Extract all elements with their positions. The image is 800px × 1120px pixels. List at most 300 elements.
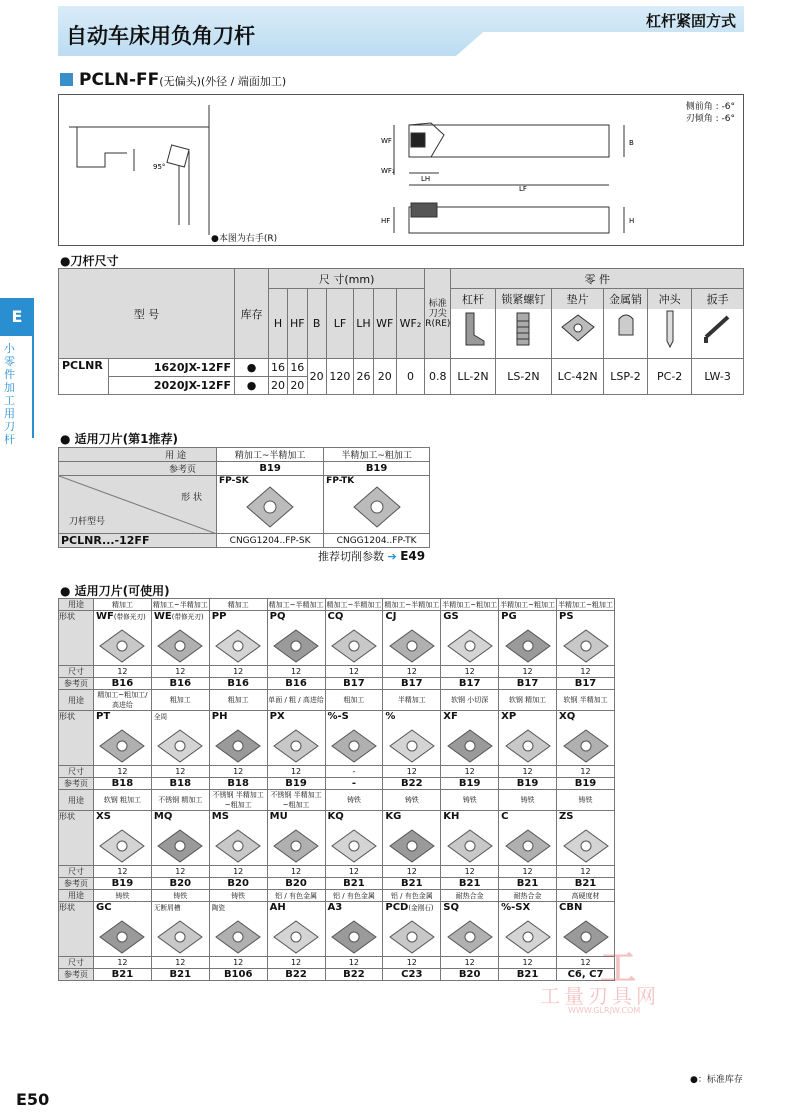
insert-cell	[267, 711, 325, 766]
insert-ref: B22	[325, 969, 383, 981]
insert-use: 精加工~半精加工	[384, 600, 440, 609]
product-code: PCLN-FF	[79, 70, 160, 90]
cutting-params-link[interactable]	[318, 548, 425, 564]
insert-use: 铸铁	[151, 890, 209, 902]
shim-code: LC-42N	[552, 359, 604, 395]
insert-size: 12	[151, 766, 209, 778]
rec-use-2: 半精加工~粗加工	[324, 448, 430, 462]
insert-cell	[325, 611, 383, 666]
rec-insert-2	[324, 476, 430, 534]
insert-cell	[383, 902, 441, 957]
avail-shape-label: 形状	[59, 711, 94, 766]
avail-ref-label: 参考页	[59, 969, 94, 981]
sidebar-line	[32, 298, 34, 438]
insert-code: CJ	[385, 611, 397, 622]
rec-code-2: FP-TK	[326, 476, 355, 486]
insert-code: KQ	[327, 811, 344, 822]
wrench-code: LW-3	[692, 359, 744, 395]
insert-shape-icon	[504, 828, 552, 864]
angle-specs	[686, 101, 735, 125]
insert-rhombus-icon	[352, 484, 402, 530]
avail-ref-label: 参考页	[59, 778, 94, 790]
punch-code: PC-2	[648, 359, 692, 395]
insert-cell	[209, 902, 267, 957]
rec-ref-label: 参考页	[59, 462, 217, 476]
insert-cell	[209, 611, 267, 666]
insert-size: 12	[557, 766, 615, 778]
insert-cell	[94, 902, 152, 957]
insert-size: 12	[267, 766, 325, 778]
avail-shape-label: 形状	[59, 811, 94, 866]
insert-code: ZS	[559, 811, 574, 822]
insert-use: 铸铁	[441, 790, 499, 811]
insert-code: XP	[501, 711, 517, 722]
recommended-inserts-table	[58, 447, 430, 548]
insert-use: 精加工~粗加工/高进给	[94, 690, 152, 711]
insert-code: XQ	[559, 711, 576, 722]
b-value: 20	[307, 359, 326, 395]
section-letter: E	[0, 298, 34, 336]
insert-shape-icon	[98, 728, 146, 764]
insert-size: 12	[441, 957, 499, 969]
insert-cell	[499, 811, 557, 866]
insert-size: 12	[94, 957, 152, 969]
insert-shape-icon	[272, 919, 320, 955]
insert-ref: B22	[383, 778, 441, 790]
insert-code: PS	[559, 611, 574, 622]
insert-size: 12	[499, 866, 557, 878]
watermark-url: WWW.GLRJW.COM	[568, 1006, 641, 1015]
insert-shape-icon	[98, 628, 146, 664]
col-dims: 尺 寸(mm)	[269, 269, 425, 289]
insert-size: 12	[383, 766, 441, 778]
insert-shape-icon	[272, 628, 320, 664]
insert-ref: B21	[383, 878, 441, 890]
insert-code: XF	[443, 711, 458, 722]
punch-icon	[653, 309, 687, 349]
part-lever: 杠杆	[451, 289, 495, 359]
insert-shape-icon	[446, 728, 494, 764]
rec-use-1: 精加工~半精加工	[217, 448, 324, 462]
insert-code: MQ	[153, 811, 173, 822]
insert-code: MS	[211, 811, 229, 822]
re-value: 0.8	[425, 359, 451, 395]
insert-code: CBN	[559, 902, 583, 913]
insert-size: 12	[557, 866, 615, 878]
holder-diagram	[58, 94, 744, 246]
insert-size: 12	[325, 666, 383, 678]
insert-use: 铸铁	[209, 890, 267, 902]
insert-shape-icon	[504, 628, 552, 664]
insert-cell	[209, 811, 267, 866]
wf2-label: WF₂	[381, 167, 395, 175]
part-punch: 冲头	[648, 289, 692, 359]
hf-1: 16	[287, 359, 307, 377]
insert-use: 铝 / 有色金属	[267, 890, 325, 902]
insert-cell	[557, 711, 615, 766]
insert-use: 不锈钢 半精加工~粗加工	[267, 790, 325, 811]
insert-shape-icon	[388, 728, 436, 764]
insert-ref: B16	[151, 678, 209, 690]
insert-ref: B19	[94, 878, 152, 890]
insert-ref: B19	[267, 778, 325, 790]
avail-shape-label: 形状	[59, 902, 94, 957]
dim-lf: LF	[326, 289, 354, 359]
wf2-value: 0	[396, 359, 425, 395]
h-1: 16	[269, 359, 288, 377]
watermark	[540, 940, 720, 1020]
lh-value: 26	[354, 359, 373, 395]
part-screw: 锁紧螺钉	[495, 289, 552, 359]
insert-cell	[325, 902, 383, 957]
insert-shape-icon	[388, 919, 436, 955]
insert-use: 铝 / 有色金属	[383, 890, 441, 902]
insert-code: CQ	[327, 611, 344, 622]
insert-shape-icon	[214, 628, 262, 664]
col-parts: 零 件	[451, 269, 744, 289]
lever-icon	[456, 309, 490, 349]
insert-shape-icon	[446, 828, 494, 864]
insert-ref: B19	[441, 778, 499, 790]
insert-use: 软钢 半精加工	[557, 690, 615, 711]
wf-label: WF	[381, 137, 392, 145]
avail-size-label: 尺寸	[59, 957, 94, 969]
insert-shape-icon	[446, 628, 494, 664]
insert-shape-icon	[156, 828, 204, 864]
available-inserts-table	[58, 598, 615, 981]
insert-cell	[325, 711, 383, 766]
insert-cell	[151, 902, 209, 957]
insert-use: 单面 / 粗 / 高进给	[267, 690, 325, 711]
insert-code: %-SX	[501, 902, 531, 913]
rec-insert-1	[217, 476, 324, 534]
insert-code: PP	[211, 611, 227, 622]
insert-shape-icon	[388, 828, 436, 864]
insert-use: 铸铁	[325, 790, 383, 811]
shim-icon	[558, 309, 598, 349]
insert-size: 12	[209, 766, 267, 778]
insert-size: 12	[94, 666, 152, 678]
insert-code: PG	[501, 611, 517, 622]
insert-shape-icon	[446, 919, 494, 955]
insert-size: 12	[325, 866, 383, 878]
dim-h: H	[269, 289, 288, 359]
avail-shape-label: 形状	[59, 611, 94, 666]
product-desc: (无偏头)(外径 / 端面加工)	[159, 75, 287, 88]
dim-wf: WF	[373, 289, 396, 359]
insert-shape-icon	[388, 628, 436, 664]
wf-value: 20	[373, 359, 396, 395]
part-wrench: 扳手	[692, 289, 744, 359]
insert-size: 12	[441, 766, 499, 778]
insert-ref: C6, C7	[557, 969, 615, 981]
insert-cell	[441, 611, 499, 666]
cutting-params-label: 推荐切削参数	[318, 550, 384, 563]
insert-size: 12	[209, 866, 267, 878]
insert-ref: B20	[151, 878, 209, 890]
insert-size: 12	[383, 666, 441, 678]
stock-1: ●	[235, 359, 269, 377]
insert-use: 高硬度材	[557, 890, 615, 902]
h-2: 20	[269, 377, 288, 395]
pin-code: LSP-2	[603, 359, 647, 395]
rec-section-title: ● 适用刀片(第1推荐)	[60, 432, 178, 446]
insert-code: PCD	[385, 902, 409, 913]
insert-size: 12	[151, 957, 209, 969]
insert-shape-icon	[98, 828, 146, 864]
insert-size: 12	[499, 766, 557, 778]
insert-cell	[267, 811, 325, 866]
rec-ref-2: B19	[324, 462, 430, 476]
insert-code: PH	[211, 711, 228, 722]
insert-ref: B22	[267, 969, 325, 981]
holder-section-title: ●刀杆尺寸	[60, 254, 119, 268]
insert-shape-icon	[156, 728, 204, 764]
insert-use: 不锈钢 半精加工~粗加工	[209, 790, 267, 811]
insert-use: 软钢 小切深	[441, 690, 499, 711]
insert-code: SQ	[443, 902, 459, 913]
insert-shape-icon	[562, 828, 610, 864]
b-label: B	[629, 139, 634, 147]
insert-ref: B19	[557, 778, 615, 790]
stock-2: ●	[235, 377, 269, 395]
insert-code: KG	[385, 811, 402, 822]
insert-rhombus-icon	[245, 484, 295, 530]
insert-ref: B17	[557, 678, 615, 690]
watermark-text: 工量刃具网	[540, 984, 660, 1008]
section-sidebar	[0, 298, 34, 446]
insert-code: GS	[443, 611, 459, 622]
insert-code: C	[501, 811, 509, 822]
insert-use: 粗加工	[209, 690, 267, 711]
col-model: 型 号	[59, 269, 235, 359]
insert-size: 12	[94, 766, 152, 778]
insert-use: 耐热合金	[499, 890, 557, 902]
dim-hf: HF	[287, 289, 307, 359]
insert-shape-icon	[156, 919, 204, 955]
insert-shape-icon	[214, 728, 262, 764]
insert-use: 精加工~半精加工	[326, 600, 382, 609]
insert-use: 铸铁	[557, 790, 615, 811]
avail-use-label: 用途	[59, 599, 94, 611]
model-2: 2020JX-12FF	[109, 377, 235, 395]
dim-wf2: WF₂	[396, 289, 425, 359]
insert-use: 半精加工~粗加工	[500, 600, 555, 609]
insert-shape-icon	[156, 628, 204, 664]
insert-cell	[94, 811, 152, 866]
insert-sub: 陶瓷	[211, 904, 226, 912]
rec-shape-label-cell	[59, 476, 217, 534]
page-number: E50	[16, 1090, 50, 1109]
avail-use-label: 用途	[59, 790, 94, 811]
insert-code: PX	[269, 711, 285, 722]
insert-code: XS	[96, 811, 111, 822]
insert-sub: 全周	[153, 713, 168, 721]
insert-ref: B16	[267, 678, 325, 690]
insert-cell	[557, 611, 615, 666]
part-shim: 垫片	[552, 289, 604, 359]
avail-use-label: 用途	[59, 690, 94, 711]
insert-cell	[151, 611, 209, 666]
rec-ref-1: B19	[217, 462, 324, 476]
rec-shape-label: 形 状	[181, 493, 202, 503]
insert-code: PQ	[269, 611, 286, 622]
avail-section-title: ● 适用刀片(可使用)	[60, 584, 170, 598]
insert-ref: B21	[325, 878, 383, 890]
cutting-params-page: E49	[400, 549, 426, 563]
avail-size-label: 尺寸	[59, 866, 94, 878]
insert-use: 耐热合金	[441, 890, 499, 902]
insert-ref: B17	[499, 678, 557, 690]
insert-use: 半精加工~粗加工	[558, 600, 613, 609]
rec-use-label: 用 途	[59, 448, 217, 462]
screw-icon	[506, 309, 540, 349]
rec-insert-name-2: CNGG1204..FP-TK	[324, 534, 430, 548]
insert-ref: B21	[151, 969, 209, 981]
pin-icon	[609, 309, 643, 349]
insert-ref: B17	[441, 678, 499, 690]
model-1: 1620JX-12FF	[109, 359, 235, 377]
legend: ●：标准库存	[690, 1075, 743, 1085]
hf-label: HF	[381, 217, 391, 225]
avail-ref-label: 参考页	[59, 878, 94, 890]
avail-ref-label: 参考页	[59, 678, 94, 690]
screw-code: LS-2N	[495, 359, 552, 395]
insert-shape-icon	[98, 919, 146, 955]
insert-size: -	[325, 766, 383, 778]
insert-size: 12	[441, 866, 499, 878]
right-hand-note: ●本图为右手(R)	[211, 234, 278, 244]
insert-cell	[441, 902, 499, 957]
lf-value: 120	[326, 359, 354, 395]
rec-code-1: FP-SK	[219, 476, 249, 486]
lh-label: LH	[421, 175, 431, 183]
insert-cell	[209, 711, 267, 766]
rec-insert-name-1: CNGG1204..FP-SK	[217, 534, 324, 548]
insert-ref: B18	[151, 778, 209, 790]
insert-shape-icon	[504, 728, 552, 764]
insert-cell	[267, 902, 325, 957]
insert-use: 精加工~半精加工	[268, 600, 324, 609]
insert-cell	[499, 711, 557, 766]
insert-size: 12	[383, 957, 441, 969]
insert-use: 粗加工	[151, 690, 209, 711]
insert-use: 半精加工	[383, 690, 441, 711]
insert-size: 12	[267, 666, 325, 678]
insert-use: 铝 / 有色金属	[325, 890, 383, 902]
dim-lh: LH	[354, 289, 373, 359]
insert-code: A3	[327, 902, 343, 913]
insert-cell	[383, 711, 441, 766]
insert-ref: B17	[325, 678, 383, 690]
insert-ref: -	[325, 778, 383, 790]
insert-cell	[441, 811, 499, 866]
col-radius: 标准刀尖R(RE)	[425, 269, 451, 359]
insert-code: WE	[153, 611, 172, 622]
square-bullet-icon	[60, 73, 73, 86]
avail-size-label: 尺寸	[59, 766, 94, 778]
holder-drawing	[59, 95, 743, 245]
insert-ref: C23	[383, 969, 441, 981]
insert-shape-icon	[330, 628, 378, 664]
insert-shape-icon	[272, 828, 320, 864]
insert-ref: B20	[267, 878, 325, 890]
insert-ref: B16	[209, 678, 267, 690]
insert-code: %-S	[327, 711, 349, 722]
lever-code: LL-2N	[451, 359, 495, 395]
rec-holder-label: 刀杆型号	[69, 517, 106, 527]
insert-ref: B20	[441, 969, 499, 981]
insert-ref: B19	[499, 778, 557, 790]
insert-ref: B106	[209, 969, 267, 981]
holder-table	[58, 268, 744, 395]
insert-use: 精加工~半精加工	[152, 600, 208, 609]
insert-code: AH	[269, 902, 286, 913]
insert-shape-icon	[562, 628, 610, 664]
wrench-icon	[698, 309, 738, 349]
inclination-angle: 刃倾角 : -6°	[685, 114, 735, 124]
arrow-right-icon: ➔	[387, 550, 397, 563]
insert-cell	[499, 611, 557, 666]
clamp-type-label: 杠杆紧固方式	[645, 12, 736, 30]
insert-size: 12	[383, 866, 441, 878]
insert-cell	[383, 811, 441, 866]
insert-use: 粗加工	[325, 690, 383, 711]
insert-size: 12	[209, 666, 267, 678]
product-title	[60, 70, 286, 90]
insert-sub: (带修光刃)	[113, 613, 146, 621]
insert-code: KH	[443, 811, 460, 822]
insert-ref: B21	[94, 969, 152, 981]
hf-2: 20	[287, 377, 307, 395]
insert-shape-icon	[562, 728, 610, 764]
insert-sub: 无断屑槽	[153, 904, 181, 912]
watermark-logo: 工	[600, 948, 637, 989]
insert-use: 不锈钢 精加工	[151, 790, 209, 811]
insert-cell	[151, 811, 209, 866]
insert-code: WF	[96, 611, 114, 622]
rec-holder: PCLNR...-12FF	[59, 534, 217, 548]
insert-code: GC	[96, 902, 112, 913]
insert-cell	[325, 811, 383, 866]
insert-size: 12	[557, 957, 615, 969]
insert-cell	[94, 611, 152, 666]
insert-use: 精加工	[94, 599, 152, 611]
avail-use-label: 用途	[59, 890, 94, 902]
insert-sub: (金刚石)	[408, 904, 434, 912]
insert-ref: B18	[94, 778, 152, 790]
angle-label: 95°	[153, 163, 166, 171]
insert-ref: B21	[499, 969, 557, 981]
insert-code: PT	[96, 711, 111, 722]
insert-ref: B20	[209, 878, 267, 890]
insert-cell	[441, 711, 499, 766]
insert-use: 软钢 精加工	[499, 690, 557, 711]
insert-shape-icon	[330, 728, 378, 764]
insert-size: 12	[151, 866, 209, 878]
insert-ref: B18	[209, 778, 267, 790]
insert-use: 铸铁	[383, 790, 441, 811]
page-header	[58, 6, 744, 56]
insert-size: 12	[499, 957, 557, 969]
insert-size: 12	[325, 957, 383, 969]
insert-code: MU	[269, 811, 288, 822]
insert-cell	[151, 711, 209, 766]
insert-size: 12	[151, 666, 209, 678]
insert-ref: B16	[94, 678, 152, 690]
lf-label: LF	[519, 185, 527, 193]
insert-cell	[267, 611, 325, 666]
